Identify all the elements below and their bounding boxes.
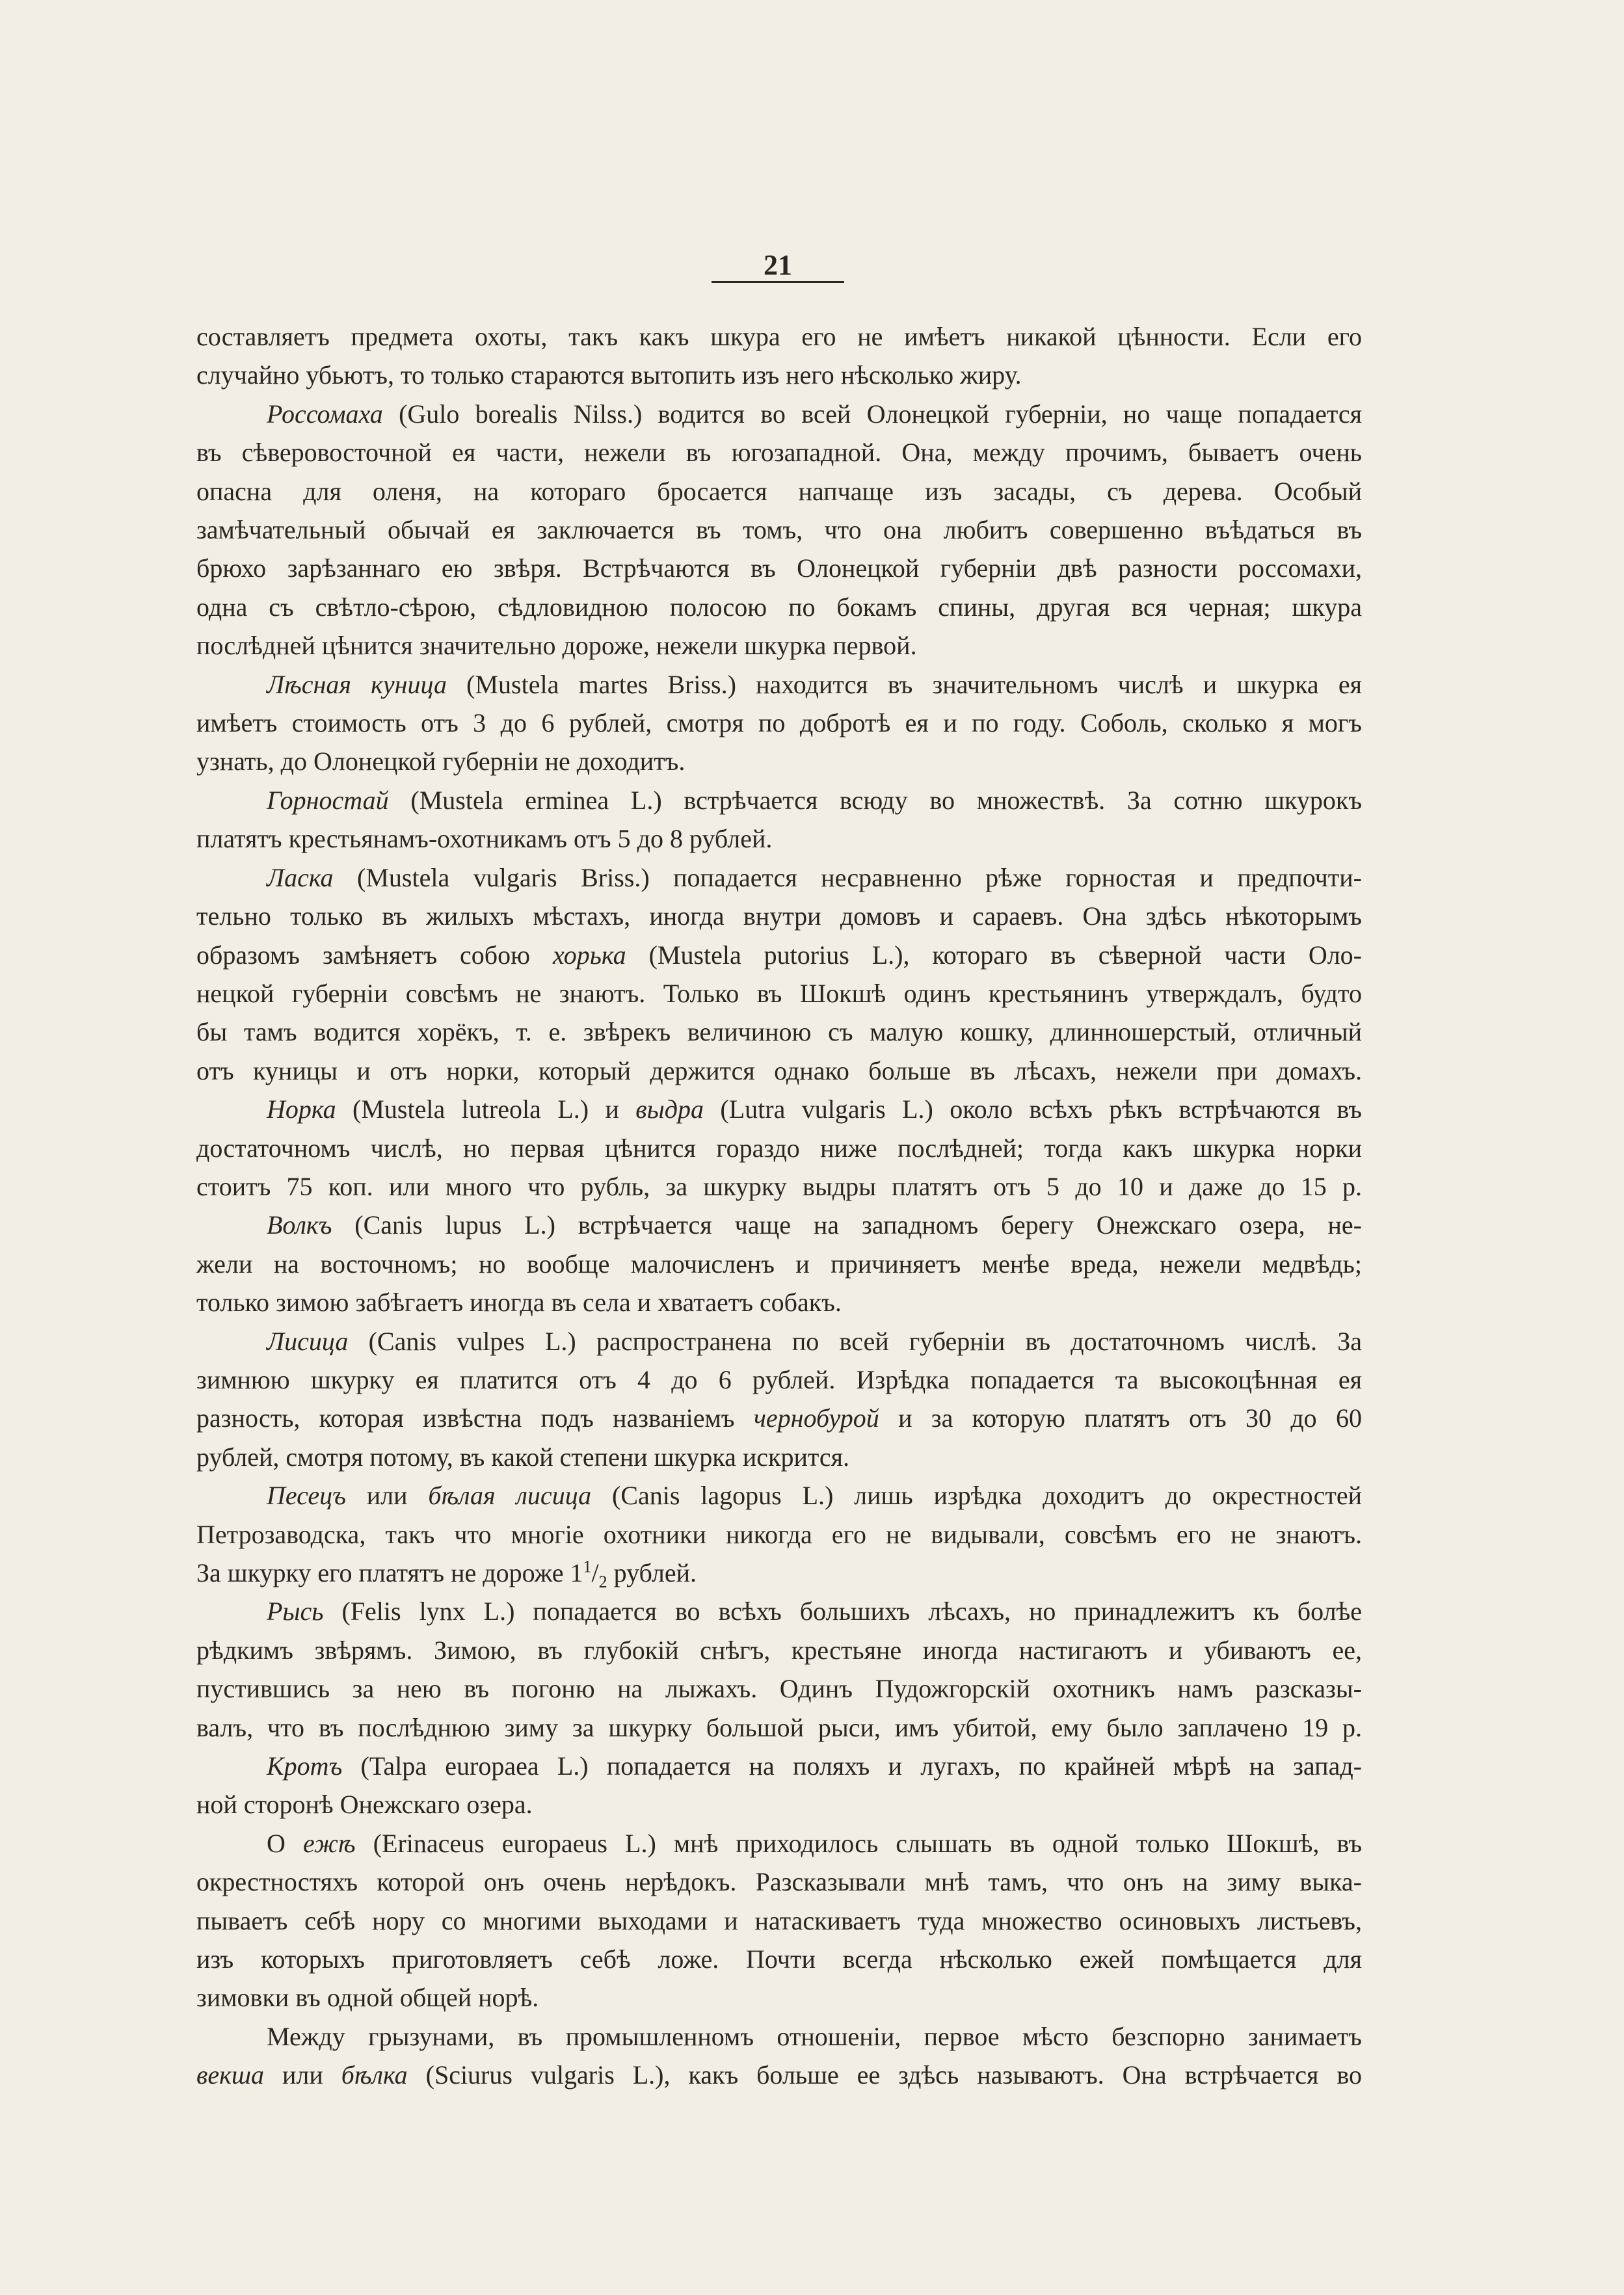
species-name: ежѣ [302,1828,356,1858]
text-run: или [345,1481,429,1511]
species-name: Горностай [267,785,389,815]
text-line [196,2056,1362,2094]
text-line [196,1669,1362,1708]
text-line [196,1785,1362,1824]
text-line [196,1399,1362,1437]
page-number-rule [712,281,844,283]
species-name: Ласка [267,862,334,892]
species-name: Лѣсная куница [267,669,447,699]
text-line [196,1631,1362,1669]
species-name: выдра [635,1094,704,1124]
text-run: достаточномъ числѣ, но первая цѣнится гораздо ниже послѣдней; тогда какъ шкурка норки [196,1133,1362,1163]
text-run: разность, которая извѣстна подъ названіемъ [196,1403,754,1433]
text-line [196,1747,1362,1785]
text-run: одна съ свѣтло-сѣрою, сѣдловидною полосою по бокамъ спины, другая вся черная; шкура [196,592,1362,622]
text-line [196,1940,1362,1978]
text-run: рублей, смотря потому, въ какой степени шкурка искрится. [196,1442,850,1472]
text-run: платятъ крестьянамъ-охотникамъ отъ 5 до 8 рублей. [196,824,773,854]
text-run: зимовки въ одной общей норѣ. [196,1983,539,2013]
text-run: рѣдкимъ звѣрямъ. Зимою, въ глубокій снѣгъ, крестьяне иногда настигаютъ и убиваютъ ее, [196,1635,1362,1665]
text-line [196,1824,1362,1863]
text-line [196,1283,1362,1321]
text-run: (Mustela lutreola L.) и [336,1094,636,1124]
text-line [196,974,1362,1013]
species-name: Лисица [267,1326,349,1356]
text-run: ной сторонѣ Онежскаго озера. [196,1790,533,1820]
text-line [196,1592,1362,1630]
text-run: нецкой губерніи совсѣмъ не знаютъ. Только въ Шокшѣ одинъ крестьянинъ утверждалъ, будто [196,978,1362,1008]
text-line [196,665,1362,704]
text-run: зимнюю шкурку ея платится отъ 4 до 6 рублей. Изрѣдка попадается та высокоцѣнная ея [196,1364,1362,1394]
text-run: узнать, до Олонецкой губерніи не доходитъ. [196,747,686,776]
text-run: (Talpa europaea L.) попадается на поляхъ и лугахъ, по крайней мѣрѣ на запад- [342,1751,1362,1781]
text-line [196,549,1362,587]
text-line [196,395,1362,433]
text-line [196,1863,1362,1901]
text-line [196,1438,1362,1476]
species-name: бѣлка [341,2060,408,2090]
text-run: и за которую платятъ отъ 30 до 60 [879,1403,1362,1433]
text-run: въ сѣверовосточной ея части, нежели въ югозападной. Она, между прочимъ, бываетъ очень [196,438,1362,468]
page-number: 21 [764,249,792,281]
species-name: бѣлая лисица [428,1481,592,1511]
species-name: чернобурой [753,1403,879,1433]
text-run: стоитъ 75 коп. или много что рубль, за шкурку выдры платятъ отъ 5 до 10 и даже до 15 р. [196,1171,1362,1201]
text-run: образомъ замѣняетъ собою [196,940,553,970]
text-run: рублей. [607,1558,697,1587]
text-line [196,1052,1362,1090]
text-run: (Canis lagopus L.) лишь изрѣдка доходитъ до окрестностей [591,1481,1362,1511]
text-run: (Mustela vulgaris Briss.) попадается несравненно рѣже горностая и предпочти- [333,862,1362,892]
text-line [196,819,1362,858]
text-line [196,472,1362,511]
text-run: За шкурку его платятъ не дороже 1 [196,1558,583,1587]
text-run: пываетъ себѣ нору со многими выходами и натаскиваетъ туда множество осиновыхъ листьевъ, [196,1905,1362,1935]
text-run: Петрозаводска, такъ что многіе охотники никогда его не видывали, совсѣмъ его не знаютъ. [196,1519,1362,1549]
species-name: Рысь [267,1597,324,1626]
species-name: Россомаха [267,399,383,429]
text-run: (Erinaceus europaeus L.) мнѣ приходилось слышать въ одной только Шокшѣ, въ [355,1828,1363,1858]
text-line [196,1554,1362,1592]
species-name: хорька [552,940,626,970]
text-line [196,1322,1362,1360]
text-line [196,1476,1362,1515]
text-run: (Lutra vulgaris L.) около всѣхъ рѣкъ встрѣчаются въ [703,1094,1362,1124]
text-run: пустившись за нею въ погоню на лыжахъ. Одинъ Пудожгорскій охотникъ намъ разсказы- [196,1674,1362,1704]
species-name: Норка [267,1094,336,1124]
text-line [196,781,1362,819]
species-name: Кротъ [267,1751,343,1781]
text-line [196,742,1362,780]
text-run: послѣдней цѣнится значительно дороже, нежели шкурка первой. [196,631,917,661]
text-run: отъ куницы и отъ норки, который держится однако больше въ лѣсахъ, нежели при домахъ. [196,1055,1362,1085]
text-run: только зимою забѣгаетъ иногда въ села и хватаетъ собакъ. [196,1288,842,1318]
text-run: (Sciurus vulgaris L.), какъ больше ее здѣсь называютъ. Она встрѣчается во [407,2060,1362,2090]
text-run: (Mustela putorius L.), котораго въ сѣверной части Оло- [626,940,1363,970]
text-run: составляетъ предмета охоты, такъ какъ шкура его не имѣетъ никакой цѣнности. Если его [196,322,1362,351]
text-line [196,1360,1362,1399]
text-run: / [591,1558,599,1587]
text-run: опасна для оленя, на котораго бросается напчаще изъ засады, съ дерева. Особый [196,476,1362,506]
text-line [196,1978,1362,2017]
text-run: бы тамъ водится хорёкъ, т. е. звѣрекъ величиною съ малую кошку, длинношерстый, отличный [196,1017,1362,1047]
text-run: 1 [583,1557,592,1576]
text-line [196,2017,1362,2056]
text-run: имѣетъ стоимость отъ 3 до 6 рублей, смотря по добротѣ ея и по году. Соболь, сколько я могъ [196,708,1362,738]
text-line [196,1090,1362,1128]
text-run: валъ, что въ послѣднюю зиму за шкурку большой рыси, имъ убитой, ему было заплачено 19 р. [196,1712,1362,1742]
text-run: О [267,1828,303,1858]
text-run: или [264,2060,341,2090]
text-line [196,1708,1362,1747]
text-line [196,1902,1362,1940]
text-run: (Felis lynx L.) попадается во всѣхъ большихъ лѣсахъ, но принадлежитъ къ болѣе [323,1597,1362,1626]
text-line [196,317,1362,356]
text-run: случайно убьютъ, то только стараются вытопить изъ него нѣсколько жиру. [196,360,1022,390]
text-line [196,588,1362,626]
text-line [196,936,1362,974]
body-text [196,317,1362,2095]
text-run: окрестностяхъ которой онъ очень нерѣдокъ. Разсказывали мнѣ тамъ, что онъ на зиму выка- [196,1867,1362,1897]
text-run: тельно только въ жилыхъ мѣстахъ, иногда внутри домовъ и сараевъ. Она здѣсь нѣкоторымъ [196,901,1362,931]
text-line [196,356,1362,394]
text-run: изъ которыхъ приготовляетъ себѣ ложе. Почти всегда нѣсколько ежей помѣщается для [196,1944,1362,1974]
text-run: Между грызунами, въ промышленномъ отношеніи, первое мѣсто безспорно занимаетъ [267,2021,1362,2051]
text-run: (Canis lupus L.) встрѣчается чаще на западномъ берегу Онежскаго озера, не- [332,1210,1362,1240]
text-line [196,1013,1362,1051]
text-line [196,897,1362,935]
text-run: жели на восточномъ; но вообще малочисленъ и причиняетъ менѣе вреда, нежели медвѣдь; [196,1249,1362,1279]
text-line [196,1167,1362,1206]
text-run: (Gulo borealis Nilss.) водится во всей Олонецкой губерніи, но чаще попадается [382,399,1362,429]
text-line [196,433,1362,471]
text-line [196,1206,1362,1244]
text-line [196,626,1362,665]
species-name: векша [196,2060,265,2090]
text-run: 2 [598,1572,607,1591]
text-run: (Mustela martes Briss.) находится въ значительномъ числѣ и шкурка ея [446,669,1362,699]
text-run: замѣчательный обычай ея заключается въ томъ, что она любитъ совершенно въѣдаться въ [196,515,1362,545]
text-run: брюхо зарѣзаннаго ею звѣря. Встрѣчаются въ Олонецкой губерніи двѣ разности россомахи, [196,553,1362,583]
text-line [196,1129,1362,1167]
text-line [196,704,1362,742]
species-name: Волкъ [267,1210,332,1240]
text-run: (Canis vulpes L.) распространена по всей губерніи въ достаточномъ числѣ. За [348,1326,1362,1356]
text-line [196,1515,1362,1554]
text-line [196,1245,1362,1283]
text-run: (Mustela erminea L.) встрѣчается всюду во множествѣ. За сотню шкурокъ [388,785,1362,815]
text-line [196,858,1362,897]
text-line [196,511,1362,549]
species-name: Песецъ [267,1481,346,1511]
